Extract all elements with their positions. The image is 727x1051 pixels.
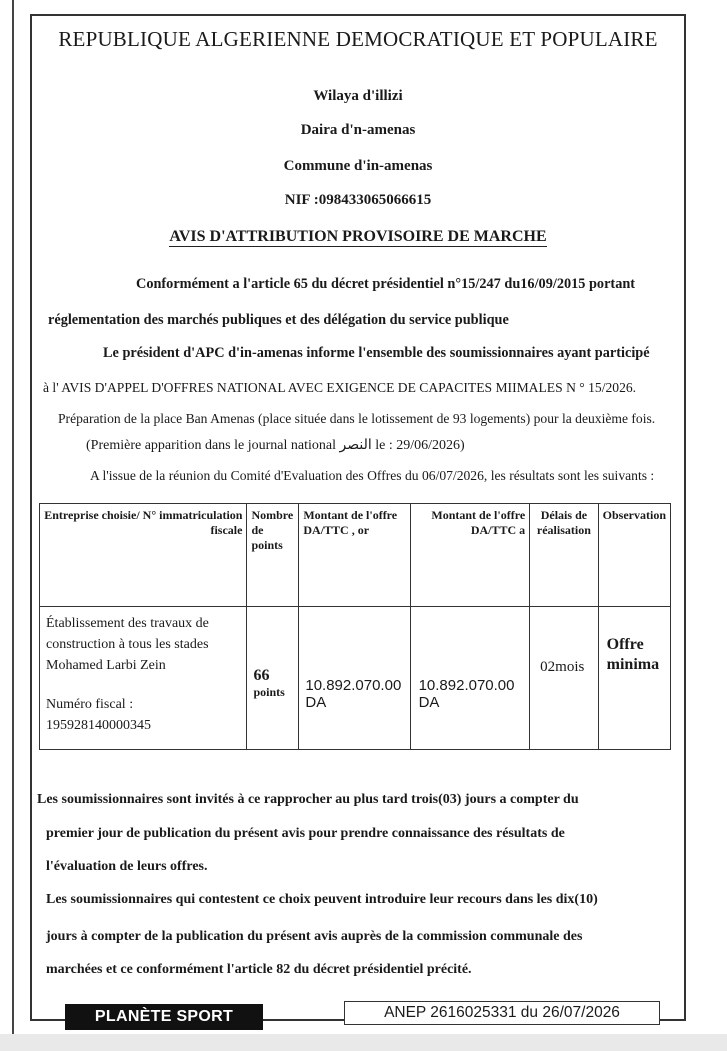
- table-header-row: [40, 504, 671, 607]
- footer-line-4: Les soumissionnaires qui contestent ce choix peuvent introduire leur recours dans les dix(10): [46, 892, 598, 907]
- header-amount-or: Montant de l'offre DA/TTC , or: [299, 504, 410, 607]
- header-amount-a: Montant de l'offre DA/TTC a: [410, 504, 530, 607]
- amount-or-cell: [299, 607, 410, 750]
- header-delay: Délais de réalisation: [530, 504, 599, 607]
- paragraph-1-line-1: Conformément a l'article 65 du décret présidentiel n°15/247 du16/09/2015 portant: [136, 276, 636, 292]
- commune-line: Commune d'in-amenas: [283, 158, 433, 174]
- paragraph-2-line-2: à l' AVIS D'APPEL D'OFFRES NATIONAL AVEC EXIGENCE DE CAPACITES MIIMALES N ° 15/2026.: [43, 380, 637, 395]
- notice-heading-text: AVIS D'ATTRIBUTION PROVISOIRE DE MARCHE: [169, 228, 547, 245]
- observation-cell: [598, 607, 670, 750]
- header-company: Entreprise choisie/ N° immatriculation fiscale: [40, 504, 247, 607]
- paragraph-4: A l'issue de la réunion du Comité d'Evaluation des Offres du 06/07/2026, les résultats sont les suivants :: [90, 468, 655, 483]
- paragraph-1-line-2: réglementation des marchés publiques et des délégation du service publique: [48, 312, 509, 328]
- daira-line: Daira d'n-amenas: [300, 122, 416, 138]
- delay-cell: [530, 607, 599, 750]
- paragraph-2-line-1: Le président d'APC d'in-amenas informe l'ensemble des soumissionnaires ayant participé: [103, 345, 650, 361]
- footer-line-1: Les soumissionnaires sont invités à ce rapprocher au plus tard trois(03) jours a compter du: [37, 792, 579, 807]
- footer-line-2: premier jour de publication du présent avis pour prendre connaissance des résultats de: [46, 826, 565, 841]
- wilaya-line: Wilaya d'illizi: [313, 88, 403, 104]
- anep-reference: ANEP 2616025331 du 26/07/2026: [344, 1001, 660, 1025]
- footer-line-5: jours à compter de la publication du présent avis auprès de la commission communale des: [46, 929, 583, 944]
- results-table: [39, 503, 671, 750]
- points-cell: [247, 607, 299, 750]
- republic-title: REPUBLIQUE ALGERIENNE DEMOCRATIQUE ET POPULAIRE: [58, 27, 658, 51]
- observation-value: Offre minima: [606, 636, 660, 673]
- paragraph-3-line-1: Préparation de la place Ban Amenas (place située dans le lotissement de 93 logements) pour la deuxième fois.: [58, 411, 656, 426]
- page-bottom-strip: [0, 1034, 727, 1051]
- nif-line: NIF :098433065066615: [284, 192, 432, 208]
- fiscal-number: Numéro fiscal : 195928140000345: [46, 697, 151, 733]
- footer-line-3: l'évaluation de leurs offres.: [46, 859, 208, 874]
- left-column-rule: [12, 0, 14, 1040]
- header-points: Nombre de points: [247, 504, 299, 607]
- amount-or-value: 10.892.070.00 DA: [305, 677, 402, 711]
- points-value: 66: [253, 667, 270, 684]
- notice-heading: [30, 228, 686, 246]
- paragraph-3-line-2: (Première apparition dans le journal national النصر le : 29/06/2026): [86, 438, 465, 453]
- amount-a-cell: [410, 607, 530, 750]
- header-observation: Observation: [598, 504, 670, 607]
- company-name: Établissement des travaux de construction à tous les stades Mohamed Larbi Zein: [46, 616, 209, 673]
- points-unit: points: [253, 685, 285, 699]
- publication-banner: PLANÈTE SPORT: [65, 1004, 263, 1030]
- footer-line-6: marchées et ce conformément l'article 82 du décret présidentiel précité.: [46, 962, 472, 977]
- amount-a-value: 10.892.070.00 DA: [418, 677, 515, 711]
- delay-value: 02mois: [540, 659, 585, 675]
- company-cell: [40, 607, 247, 750]
- table-row: [40, 607, 671, 750]
